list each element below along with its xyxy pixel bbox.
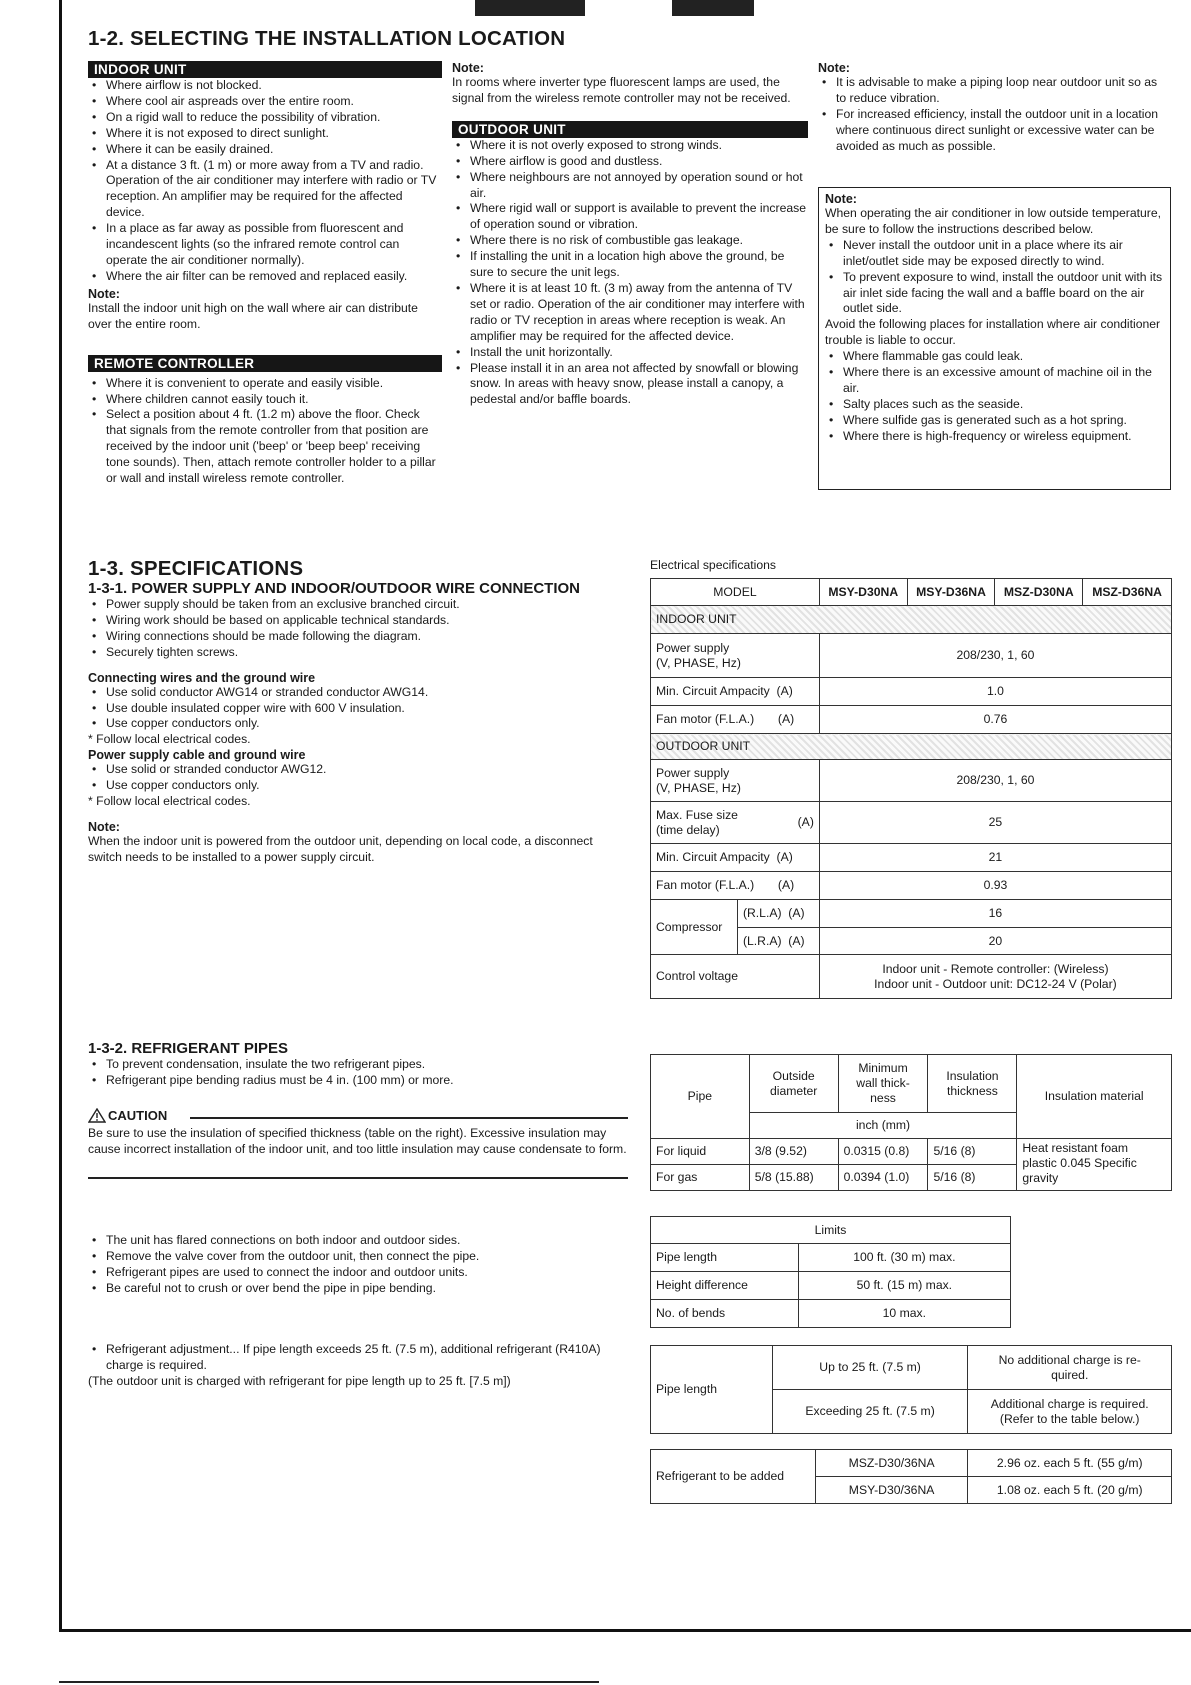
- pipe-insulation-table: [650, 1054, 1172, 1191]
- limits-row: [651, 1272, 1011, 1300]
- limit-value: 10 max.: [798, 1300, 1010, 1328]
- list-item: • Where there is high-frequency or wireless equipment.: [825, 429, 1164, 445]
- pipe-insul: 5/16 (8): [928, 1165, 1017, 1191]
- fuse-label-cell: [651, 802, 820, 844]
- list-item: • To prevent exposure to wind, install the outdoor unit with its air inlet side facing the wall and a baffle board on the air outlet side.: [825, 270, 1164, 318]
- list-item: • Where rigid wall or support is available to prevent the increase of operation sound or vibration.: [452, 201, 807, 233]
- charge-no-additional: No additional charge is re- quired.: [968, 1346, 1172, 1390]
- list-item: • Where it is not exposed to direct sunlight.: [88, 126, 442, 142]
- low-temp-note-box: [818, 187, 1171, 490]
- control-voltage-line1: Indoor unit - Remote controller: (Wireless): [882, 961, 1109, 976]
- fuse-label: Max. Fuse size (time delay): [656, 807, 738, 837]
- pipe-wall: 0.0394 (1.0): [838, 1165, 928, 1191]
- list-item: • Remove the valve cover from the outdoor unit, then connect the pipe.: [88, 1249, 628, 1265]
- refrigerant-pipes-block: [88, 1040, 628, 1089]
- charge-exceeding: Exceeding 25 ft. (7.5 m): [772, 1390, 968, 1434]
- caution-label: CAUTION: [108, 1108, 168, 1123]
- box-note-intro: When operating the air conditioner in low outside temperature, be sure to follow the instructions described below.: [825, 206, 1162, 236]
- list-item: • Where it is not overly exposed to strong winds.: [452, 138, 807, 154]
- list-item: • Where it is convenient to operate and easily visible.: [88, 376, 442, 392]
- list-item: • Install the unit horizontally.: [452, 345, 807, 361]
- list-item: • Where the air filter can be removed and replaced easily.: [88, 269, 442, 285]
- insulation-thickness-header: Insulation thickness: [928, 1055, 1017, 1113]
- caution-bottom-rule: [88, 1177, 628, 1179]
- out-fan-label: Fan motor (F.L.A.) (A): [651, 872, 820, 900]
- refrigerant-added-label: Refrigerant to be added: [651, 1450, 816, 1504]
- limit-value: 100 ft. (30 m) max.: [798, 1244, 1010, 1272]
- added-amount: 1.08 oz. each 5 ft. (20 g/m): [968, 1477, 1172, 1504]
- list-item: • Power supply should be taken from an exclusive branched circuit.: [88, 597, 628, 613]
- top-tab-right: [672, 0, 754, 16]
- limit-label: No. of bends: [651, 1300, 799, 1328]
- rla-value: 16: [819, 900, 1171, 928]
- box-note-intro2: Avoid the following places for installation where air conditioner trouble is liable to occur.: [825, 317, 1161, 348]
- list-item: • If installing the unit in a location high above the ground, be sure to secure the unit legs.: [452, 249, 807, 281]
- list-item: • Where children cannot easily touch it.: [88, 392, 442, 408]
- pipe-name: For gas: [651, 1165, 750, 1191]
- list-item: • The unit has flared connections on both indoor and outdoor sides.: [88, 1233, 628, 1249]
- box-note-list-1: [825, 238, 1164, 318]
- connecting-wires-label: Connecting wires and the ground wire: [88, 670, 316, 685]
- sub1-note-text: When the indoor unit is powered from the outdoor unit, depending on local code, a disconnect switch needs to be installed to a power supply circuit.: [88, 833, 593, 864]
- out-power-label: Power supply (V, PHASE, Hz): [651, 760, 820, 802]
- pipe-wall: 0.0315 (0.8): [838, 1139, 928, 1165]
- in-fan-label: Fan motor (F.L.A.) (A): [651, 706, 820, 734]
- fuse-unit: (A): [797, 815, 814, 829]
- right-note-label: Note:: [818, 61, 850, 75]
- list-item: • In a place as far away as possible from fluorescent and incandescent lights (so the infrared remote control can operate the air conditioner normally).: [88, 221, 442, 269]
- list-item: • Wiring work should be based on applicable technical standards.: [88, 613, 628, 629]
- out-mca-value: 21: [819, 844, 1171, 872]
- remote-controller-header: REMOTE CONTROLLER: [88, 355, 442, 372]
- fuse-value: 25: [819, 802, 1171, 844]
- insulation-material-header: Insulation material: [1017, 1055, 1172, 1139]
- list-item: • Securely tighten screws.: [88, 645, 628, 661]
- pipe-od: 3/8 (9.52): [749, 1139, 838, 1165]
- in-mca-label: Min. Circuit Ampacity (A): [651, 678, 820, 706]
- list-item: • On a rigid wall to reduce the possibility of vibration.: [88, 110, 442, 126]
- list-item: • Where cool air aspreads over the entire room.: [88, 94, 442, 110]
- control-voltage-cell: [819, 955, 1171, 999]
- in-fan-value: 0.76: [819, 706, 1171, 734]
- outdoor-unit-list: [452, 138, 807, 408]
- outdoor-unit-header: OUTDOOR UNIT: [452, 121, 808, 138]
- box-note-list-2: [825, 349, 1164, 444]
- rla-label: (R.L.A) (A): [737, 900, 819, 928]
- sub-1-3-1-title: 1-3-1. POWER SUPPLY AND INDOOR/OUTDOOR WIRE CONNECTION: [88, 580, 580, 597]
- caution-heading: [88, 1108, 167, 1123]
- outdoor-unit-column: [452, 61, 807, 408]
- sub2-list: [88, 1057, 628, 1089]
- refrigerant-adjustment-list: [88, 1342, 633, 1374]
- list-item: • Select a position about 4 ft. (1.2 m) above the floor. Check that signals from the remote controller from that position are received by the indoor unit ('beep' or 'beep beep' receiving tone sounds). Then, attach remote controller holder to a pillar or wall and install wireless remote controller.: [88, 407, 442, 487]
- right-note-list: [818, 75, 1170, 155]
- list-item: • Where it can be easily drained.: [88, 142, 442, 158]
- outside-diameter-header: Outside diameter: [749, 1055, 838, 1113]
- electrical-spec-table: [650, 578, 1172, 999]
- page-frame-left: [59, 0, 62, 1632]
- power-cable-list: [88, 762, 628, 794]
- pipe-name: For liquid: [651, 1139, 750, 1165]
- connecting-wires-star: * Follow local electrical codes.: [88, 732, 251, 747]
- list-item: • Salty places such as the seaside.: [825, 397, 1164, 413]
- list-item: • Never install the outdoor unit in a place where its air inlet/outlet side may be exposed directly to wind.: [825, 238, 1164, 270]
- page-frame-bottom: [59, 1629, 1191, 1632]
- pipe-od: 5/8 (15.88): [749, 1165, 838, 1191]
- control-voltage-line2: Indoor unit - Outdoor unit: DC12-24 V (Polar): [874, 976, 1117, 991]
- spec-model-row: [651, 579, 1172, 606]
- flare-connection-list: [88, 1233, 628, 1297]
- bottom-rule: [59, 1681, 599, 1683]
- additional-charge-table: [650, 1345, 1172, 1434]
- list-item: • Where neighbours are not annoyed by operation sound or hot air.: [452, 170, 807, 202]
- outdoor-unit-band: OUTDOOR UNIT: [651, 734, 1172, 760]
- limits-row: [651, 1244, 1011, 1272]
- list-item: • Use copper conductors only.: [88, 716, 628, 732]
- limit-value: 50 ft. (15 m) max.: [798, 1272, 1010, 1300]
- limits-row: [651, 1300, 1011, 1328]
- in-mca-value: 1.0: [819, 678, 1171, 706]
- out-fan-value: 0.93: [819, 872, 1171, 900]
- list-item: • Where there is an excessive amount of machine oil in the air.: [825, 365, 1164, 397]
- model-msy-d30na: MSY-D30NA: [819, 579, 907, 606]
- wall-thickness-header: Minimum wall thick- ness: [838, 1055, 928, 1113]
- indoor-note-text: Install the indoor unit high on the wall where air can distribute over the entire room.: [88, 300, 418, 331]
- list-item: • For increased efficiency, install the outdoor unit in a location where continuous direct sunlight or excessive water can be avoided as much as possible.: [818, 107, 1170, 155]
- in-power-value: 208/230, 1, 60: [819, 634, 1171, 678]
- section-1-3-title: 1-3. SPECIFICATIONS: [88, 557, 304, 580]
- refrigerant-adjustment-text: (The outdoor unit is charged with refrigerant for pipe length up to 25 ft. [7.5 m]): [88, 1374, 511, 1388]
- list-item: • Use copper conductors only.: [88, 778, 628, 794]
- list-item: • Please install it in an area not affected by snowfall or blowing snow. In areas with heavy snow, please install a canopy, a pedestal and/or baffle boards.: [452, 361, 807, 409]
- out-power-value: 208/230, 1, 60: [819, 760, 1171, 802]
- in-power-label: Power supply (V, PHASE, Hz): [651, 634, 820, 678]
- added-model: MSY-D30/36NA: [815, 1477, 968, 1504]
- limit-label: Height difference: [651, 1272, 799, 1300]
- middle-note-label: Note:: [452, 61, 484, 75]
- box-note-label: Note:: [825, 192, 857, 206]
- elec-caption: Electrical specifications: [650, 558, 776, 572]
- limits-header: Limits: [651, 1217, 1011, 1244]
- limit-label: Pipe length: [651, 1244, 799, 1272]
- wire-connection-block: [88, 580, 628, 866]
- caution-text: Be sure to use the insulation of specified thickness (table on the right). Excessive insulation may cause incorrect installation of the indoor unit, and too little insulation may cause condensate to form.: [88, 1126, 627, 1156]
- indoor-note-label: Note:: [88, 286, 120, 301]
- control-voltage-label: Control voltage: [651, 955, 820, 999]
- model-label: MODEL: [651, 579, 820, 606]
- pipe-insul: 5/16 (8): [928, 1139, 1017, 1165]
- pipe-header: Pipe: [651, 1055, 750, 1139]
- sub1-list: [88, 597, 628, 661]
- out-mca-label: Min. Circuit Ampacity (A): [651, 844, 820, 872]
- right-note-column: [818, 61, 1170, 155]
- list-item: • Where it is at least 10 ft. (3 m) away from the antenna of TV set or radio. Operation of the air conditioner may interfere with radio or TV reception in areas where reception is weak. An amplifier may be required for the affected device.: [452, 281, 807, 345]
- added-model: MSZ-D30/36NA: [815, 1450, 968, 1477]
- unit-header: inch (mm): [749, 1113, 1017, 1139]
- indoor-unit-list: [88, 78, 442, 285]
- power-cable-star: * Follow local electrical codes.: [88, 794, 251, 809]
- indoor-unit-band: INDOOR UNIT: [651, 606, 1172, 634]
- list-item: • It is advisable to make a piping loop near outdoor unit so as to reduce vibration.: [818, 75, 1170, 107]
- added-amount: 2.96 oz. each 5 ft. (55 g/m): [968, 1450, 1172, 1477]
- list-item: • Where there is no risk of combustible gas leakage.: [452, 233, 807, 249]
- section-1-2-title: 1-2. SELECTING THE INSTALLATION LOCATION: [88, 27, 566, 50]
- caution-top-rule: [190, 1117, 628, 1119]
- indoor-unit-header: INDOOR UNIT: [88, 61, 442, 78]
- list-item: • Be careful not to crush or over bend the pipe in pipe bending.: [88, 1281, 628, 1297]
- list-item: • Where flammable gas could leak.: [825, 349, 1164, 365]
- pipe-row-liquid: [651, 1139, 1172, 1165]
- list-item: • Use solid or stranded conductor AWG12.: [88, 762, 628, 778]
- warning-triangle-icon: [88, 1108, 106, 1123]
- limits-table: [650, 1216, 1011, 1328]
- list-item: • Use solid conductor AWG14 or stranded conductor AWG14.: [88, 685, 628, 701]
- list-item: • Refrigerant adjustment... If pipe length exceeds 25 ft. (7.5 m), additional refrigerant (R410A) charge is required.: [88, 1342, 633, 1374]
- model-msz-d30na: MSZ-D30NA: [995, 579, 1083, 606]
- list-item: • Where airflow is not blocked.: [88, 78, 442, 94]
- sub1-note-label: Note:: [88, 819, 120, 834]
- lra-value: 20: [819, 928, 1171, 955]
- middle-note-text: In rooms where inverter type fluorescent lamps are used, the signal from the wireless remote controller may not be received.: [452, 75, 791, 105]
- top-tab-left: [475, 0, 585, 16]
- connecting-wires-list: [88, 685, 628, 733]
- lra-label: (L.R.A) (A): [737, 928, 819, 955]
- list-item: • Wiring connections should be made following the diagram.: [88, 629, 628, 645]
- list-item: • At a distance 3 ft. (1 m) or more away from a TV and radio. Operation of the air conditioner may interfere with radio or TV reception. An amplifier may be required for the affected device.: [88, 158, 442, 222]
- list-item: • Where sulfide gas is generated such as a hot spring.: [825, 413, 1164, 429]
- list-item: • To prevent condensation, insulate the two refrigerant pipes.: [88, 1057, 628, 1073]
- list-item: • Where airflow is good and dustless.: [452, 154, 807, 170]
- list-item: • Refrigerant pipe bending radius must be 4 in. (100 mm) or more.: [88, 1073, 628, 1089]
- charge-up-to: Up to 25 ft. (7.5 m): [772, 1346, 968, 1390]
- charge-pipe-length-label: Pipe length: [651, 1346, 773, 1434]
- sub-1-3-2-title: 1-3-2. REFRIGERANT PIPES: [88, 1040, 289, 1057]
- compressor-label: Compressor: [651, 900, 738, 955]
- insulation-material-value: Heat resistant foam plastic 0.045 Specific gravity: [1017, 1139, 1172, 1191]
- list-item: • Use double insulated copper wire with 600 V insulation.: [88, 701, 628, 717]
- list-item: • Refrigerant pipes are used to connect the indoor and outdoor units.: [88, 1265, 628, 1281]
- indoor-unit-column: [88, 61, 442, 487]
- model-msy-d36na: MSY-D36NA: [907, 579, 995, 606]
- charge-additional-required: Additional charge is required. (Refer to the table below.): [968, 1390, 1172, 1434]
- remote-controller-list: [88, 376, 442, 487]
- power-cable-label: Power supply cable and ground wire: [88, 748, 306, 763]
- refrigerant-added-table: [650, 1449, 1172, 1504]
- model-msz-d36na: MSZ-D36NA: [1083, 579, 1172, 606]
